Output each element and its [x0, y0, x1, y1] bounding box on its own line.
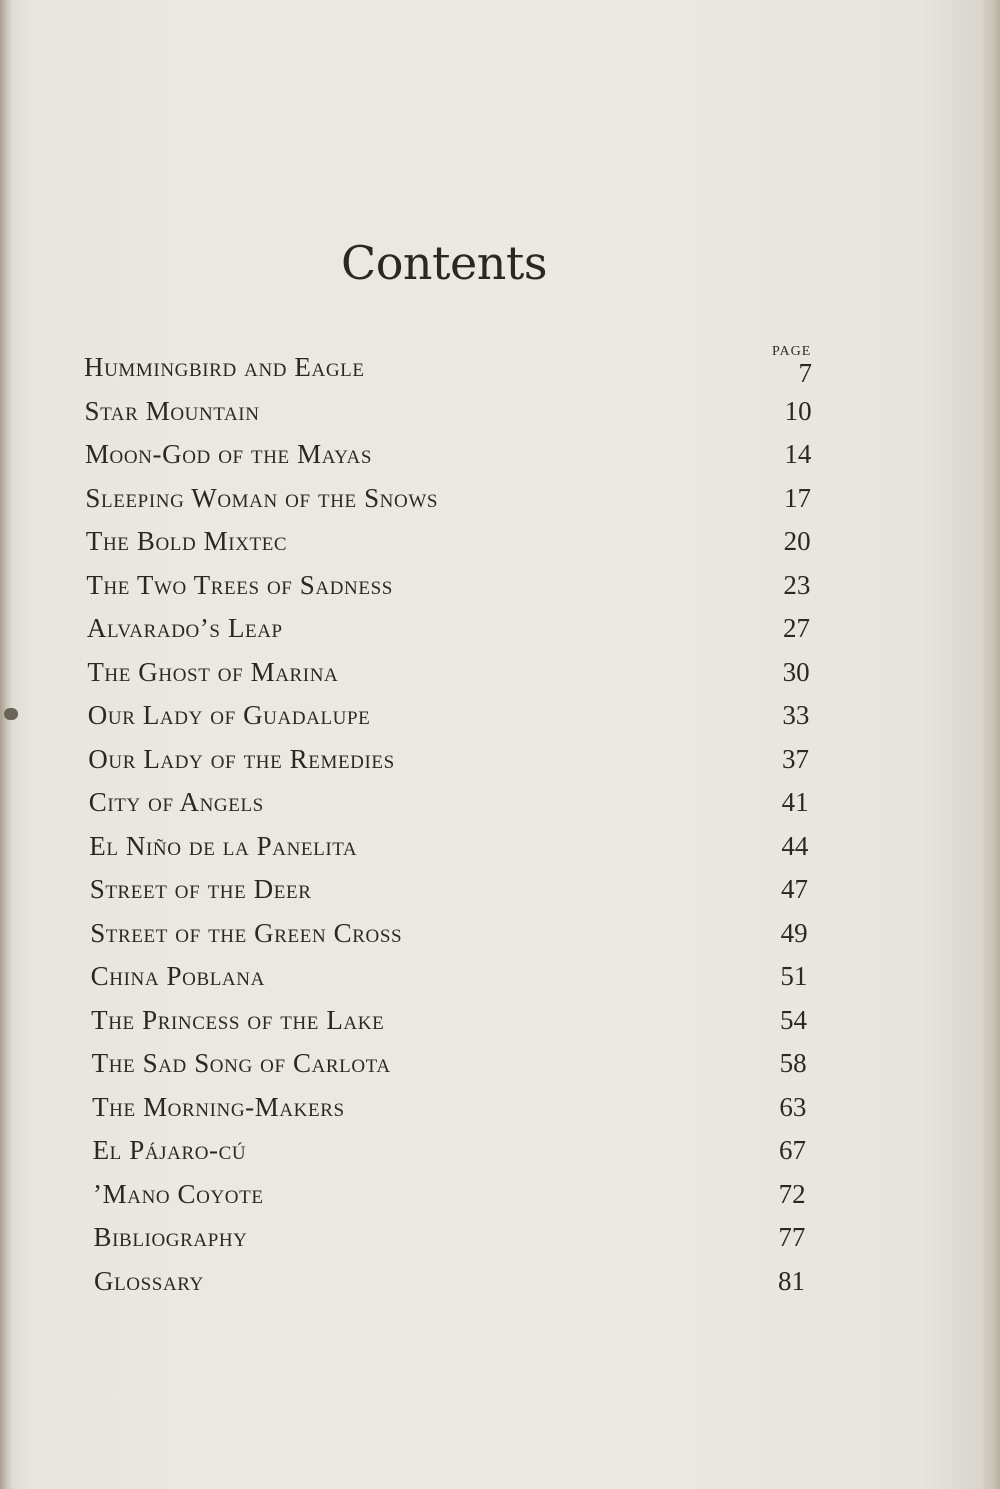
toc-entry-page-number: 17	[783, 482, 811, 513]
toc-entry-title: Street of the Green Cross	[90, 917, 403, 948]
toc-entry-title: Bibliography	[93, 1222, 248, 1253]
toc-entry-page-number: 37	[781, 743, 809, 774]
toc-entry-page-number: 58	[779, 1048, 807, 1079]
toc-entry-title: Our Lady of the Remedies	[88, 743, 395, 774]
toc-entry-title: El Pájaro-cú	[92, 1135, 247, 1166]
toc-entry-page-number: 7	[798, 358, 812, 388]
toc-entry-title: ’Mano Coyote	[93, 1178, 264, 1209]
toc-entry	[89, 787, 809, 823]
toc-entry	[90, 918, 807, 954]
toc-entry	[94, 1266, 805, 1302]
toc-entry-page-number: 77	[778, 1222, 806, 1253]
toc-entry-title: Our Lady of Guadalupe	[87, 700, 371, 731]
toc-entry-title: Glossary	[94, 1266, 204, 1296]
toc-entry	[93, 1179, 806, 1215]
toc-entry	[88, 700, 810, 736]
toc-entry	[87, 657, 809, 693]
toc-entry-page-number: 27	[782, 613, 810, 644]
toc-entry-title: Moon-God of the Mayas	[84, 439, 372, 470]
toc-entry	[89, 831, 808, 867]
toc-entry	[94, 1222, 806, 1258]
toc-entry-page-number: 47	[780, 874, 808, 905]
toc-entry	[84, 352, 812, 388]
contents-title: Contents	[341, 236, 547, 290]
toc-entry-page-number: 63	[779, 1091, 807, 1122]
toc-entry-title: The Sad Song of Carlota	[91, 1048, 391, 1079]
toc-entry-page-number: 41	[781, 787, 809, 818]
toc-entry-title: El Niño de la Panelita	[89, 830, 358, 861]
toc-entry	[85, 439, 811, 475]
toc-entry-page-number: 54	[779, 1004, 807, 1035]
toc-entry-page-number: 33	[782, 700, 810, 731]
toc-entry	[92, 1048, 807, 1084]
toc-entry	[93, 1135, 806, 1171]
toc-entry	[85, 483, 811, 519]
toc-entry-page-number: 10	[784, 395, 812, 426]
toc-entry	[87, 613, 810, 649]
page-column-heading: PAGE	[772, 344, 812, 359]
toc-entry	[86, 570, 810, 606]
toc-entry-title: Street of the Deer	[89, 874, 312, 905]
toc-entry	[92, 1092, 806, 1128]
toc-entry	[90, 874, 808, 910]
toc-entry-page-number: 20	[783, 526, 811, 557]
toc-entry-title: The Ghost of Marina	[87, 656, 339, 687]
toc-entry	[84, 396, 811, 432]
toc-entry-title: Hummingbird and Eagle	[84, 352, 365, 382]
toc-entry-title: The Princess of the Lake	[91, 1004, 385, 1035]
toc-entry-page-number: 23	[783, 569, 811, 600]
toc-entry-page-number: 30	[782, 656, 810, 687]
toc-entry-page-number: 44	[781, 830, 809, 861]
toc-entry-title: The Two Trees of Sadness	[86, 569, 393, 600]
toc-entry-page-number: 72	[778, 1178, 806, 1209]
toc-entry	[91, 1005, 807, 1041]
toc-entry-title: City of Angels	[88, 787, 264, 818]
toc-entry-title: Sleeping Woman of the Snows	[85, 482, 439, 513]
toc-entry-title: The Morning-Makers	[92, 1091, 345, 1122]
toc-entry	[91, 961, 808, 997]
toc-entry-page-number: 81	[778, 1266, 805, 1296]
toc-entry-page-number: 14	[784, 439, 812, 470]
toc-entry	[86, 526, 811, 562]
toc-entry-page-number: 51	[780, 961, 808, 992]
toc-entry-title: Alvarado’s Leap	[86, 613, 283, 644]
toc-entry-title: The Bold Mixtec	[85, 526, 288, 557]
toc-entry-title: Star Mountain	[84, 395, 260, 426]
toc-entry-title: China Poblana	[90, 961, 265, 992]
toc-entry-page-number: 49	[780, 917, 808, 948]
toc-entry	[88, 744, 809, 780]
toc-entry-page-number: 67	[778, 1135, 806, 1166]
